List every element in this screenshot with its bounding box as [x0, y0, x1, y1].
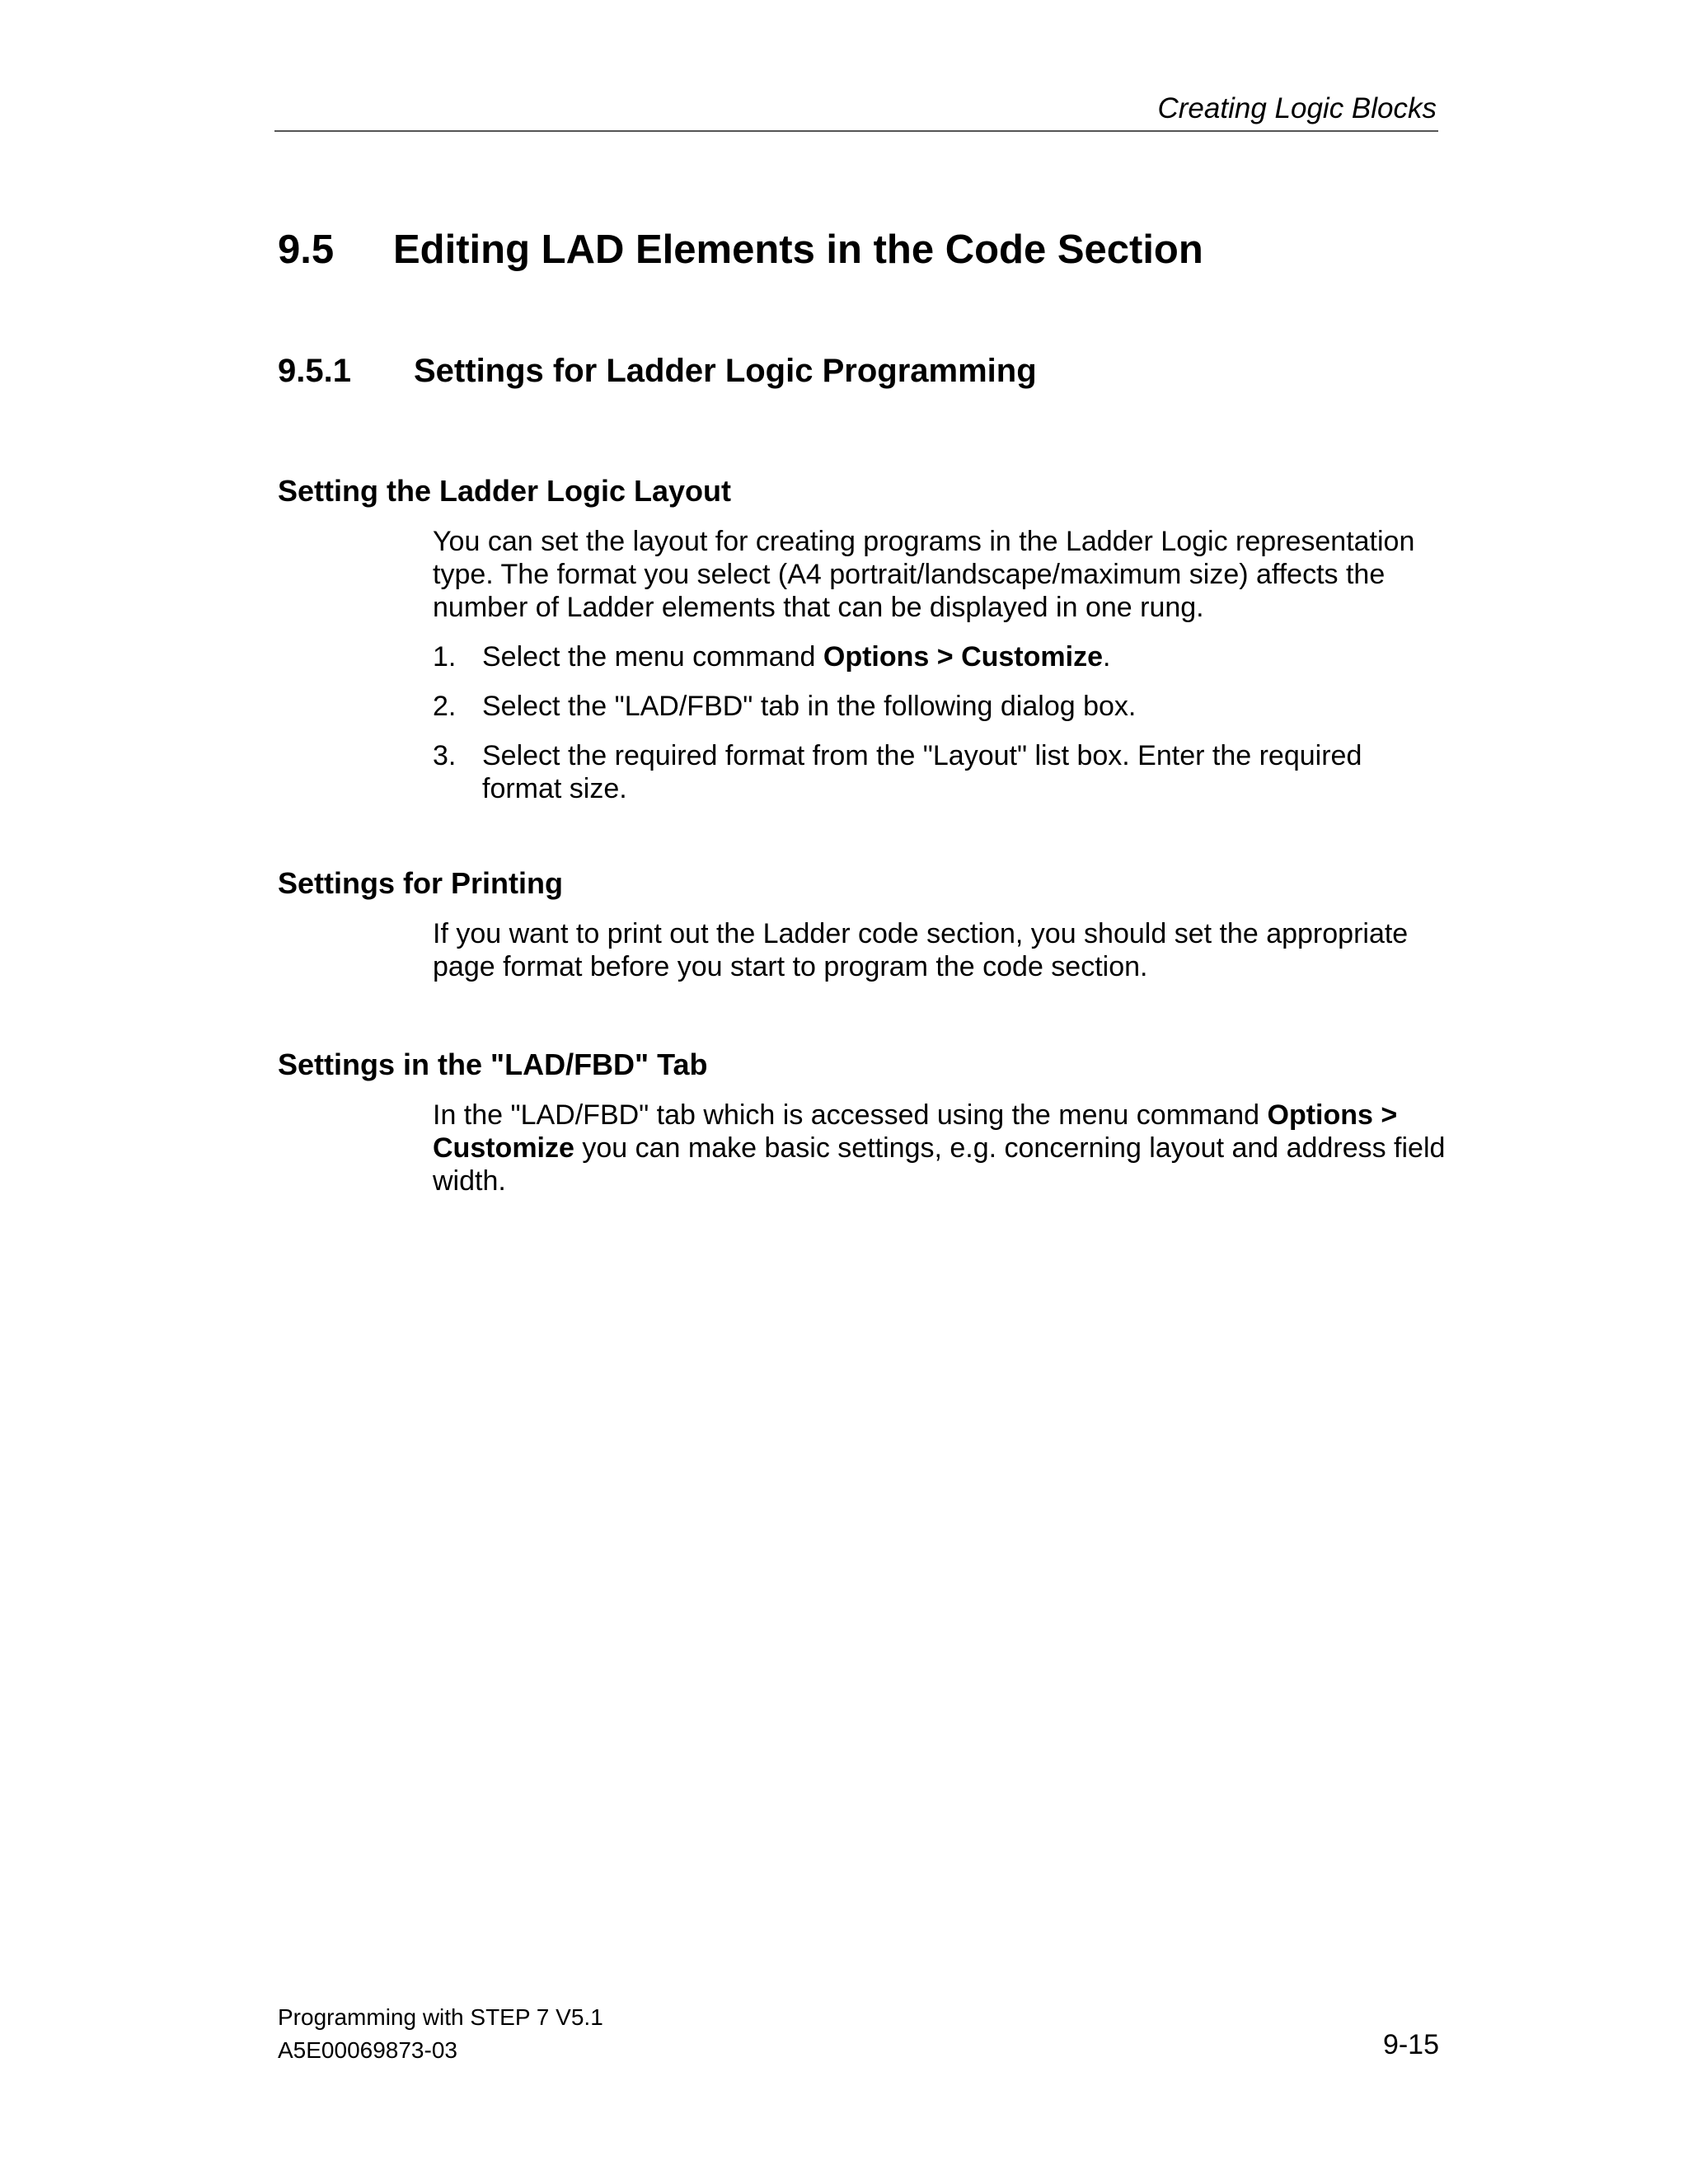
- footer-doc-number: A5E00069873-03: [278, 2037, 457, 2063]
- layout-paragraph: You can set the layout for creating programs in the Ladder Logic representation type. The format you select (A4 portrait/landscape/maximum size) affects the number of Ladder elements that can be displayed in one rung.: [433, 526, 1415, 623]
- running-header: [274, 89, 1438, 132]
- step-marker: 3.: [433, 740, 457, 771]
- step-marker: 1.: [433, 641, 457, 673]
- section-title: Editing LAD Elements in the Code Section: [393, 227, 1203, 272]
- list-item: [433, 690, 1447, 723]
- step-text: Select the required format from the "Layout" list box. Enter the required format size.: [482, 740, 1362, 804]
- footer-manual-title: Programming with STEP 7 V5.1: [278, 2004, 603, 2030]
- step-text: Select the "LAD/FBD" tab in the following dialog box.: [482, 691, 1137, 722]
- layout-heading: Setting the Ladder Logic Layout: [278, 474, 732, 508]
- step-marker: 2.: [433, 691, 457, 722]
- tab-body: [433, 1099, 1447, 1197]
- step-text-pre: Select the menu command: [482, 641, 823, 673]
- running-header-title: Creating Logic Blocks: [1157, 92, 1437, 124]
- tab-heading: Settings in the "LAD/FBD" Tab: [278, 1047, 708, 1081]
- tab-text-post: you can make basic settings, e.g. concerning layout and address field width.: [433, 1132, 1446, 1197]
- tab-text-pre: In the "LAD/FBD" tab which is accessed using the menu command: [433, 1099, 1268, 1131]
- footer-info: [278, 2001, 603, 2067]
- printing-paragraph: If you want to print out the Ladder code section, you should set the appropriate page format before you start to program the code section.: [433, 918, 1409, 982]
- layout-body: [433, 525, 1447, 805]
- list-item: [433, 739, 1447, 805]
- list-item: [433, 640, 1447, 673]
- printing-heading: Settings for Printing: [278, 866, 563, 900]
- step-menu-command: Options > Customize: [823, 641, 1103, 673]
- section-number: 9.5: [278, 227, 335, 272]
- subsection-title: Settings for Ladder Logic Programming: [414, 353, 1037, 389]
- printing-body: [433, 917, 1447, 983]
- step-text-post: .: [1102, 641, 1111, 673]
- page-number: 9-15: [1382, 2029, 1439, 2060]
- subsection-number: 9.5.1: [278, 353, 351, 389]
- layout-steps-list: [433, 640, 1447, 805]
- tab-menu-command: Options > Customize: [433, 1099, 1398, 1164]
- tab-paragraph: [433, 1099, 1447, 1197]
